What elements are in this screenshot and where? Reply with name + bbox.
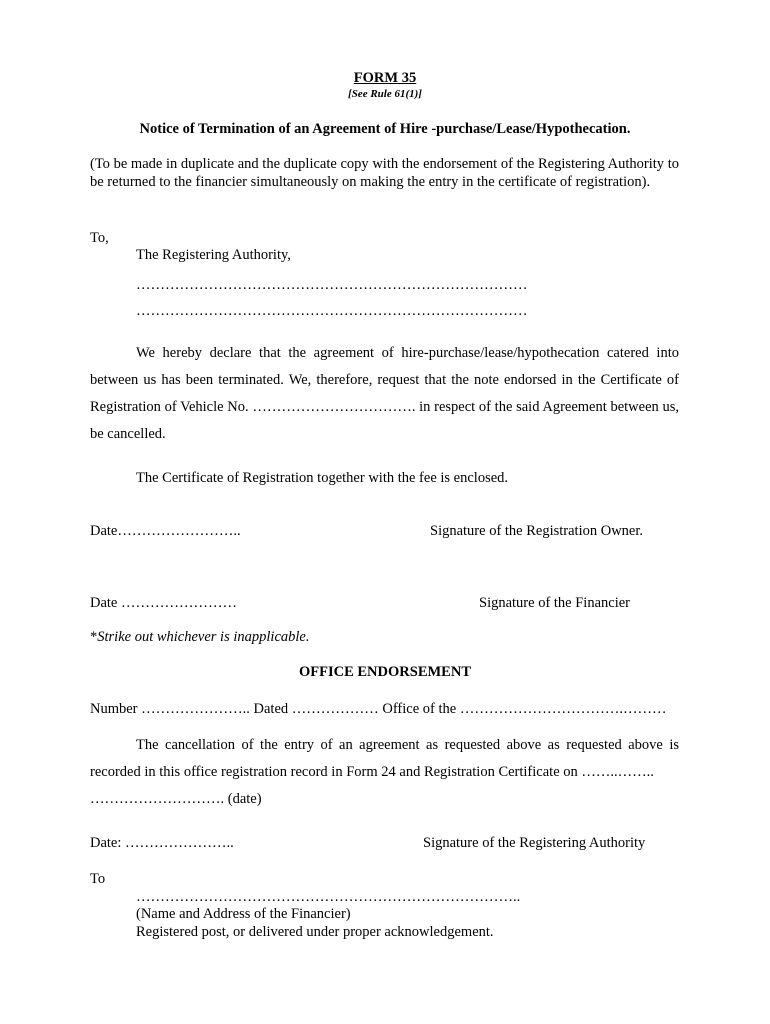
financier-signature-label: Signature of the Financier [479, 595, 630, 611]
instruction-paragraph: (To be made in duplicate and the duplicate copy with the endorsement of the Registering Authority to be returned to the financier simultaneously on making the entry in the certificate of registration). [90, 156, 679, 190]
strike-asterisk: * [90, 629, 98, 645]
authority-date-field: Date: ………………….. [90, 835, 234, 851]
form-title: FORM 35 [353, 70, 417, 86]
rule-reference: [See Rule 61(1)] [348, 88, 422, 100]
address-line-2: ……………………………………………………………………… [136, 303, 528, 319]
endorsement-number-line: Number ………………….. Dated ……………… Office of the …………………………….……… [90, 701, 667, 717]
address-line-1: ……………………………………………………………………… [136, 277, 528, 293]
to-label: To, [90, 230, 109, 246]
cancellation-paragraph: The cancellation of the entry of an agreement as requested above as requested above is recorded in this office registration record in Form 24 and Registration Certificate on ……..…….. [90, 737, 679, 780]
strike-note-text: Strike out whichever is inapplicable. [97, 629, 310, 645]
financier-date-field: Date …………………… [90, 595, 237, 611]
footer-to-label: To [90, 871, 106, 887]
financier-address-line: …………………………………………………………………….. [136, 889, 521, 905]
authority-signature-label: Signature of the Registering Authority [423, 835, 646, 851]
enclosure-statement: The Certificate of Registration together with the fee is enclosed. [136, 470, 509, 486]
owner-signature-label: Signature of the Registration Owner. [430, 523, 644, 539]
notice-heading: Notice of Termination of an Agreement of Hire -purchase/Lease/Hypothecation. [139, 121, 631, 137]
strike-out-note [90, 628, 309, 646]
owner-date-field: Date…………………….. [90, 523, 241, 539]
cancellation-date-line: ………………………. (date) [90, 791, 262, 807]
delivery-note: Registered post, or delivered under proper acknowledgement. [136, 924, 494, 940]
registering-authority: The Registering Authority, [136, 247, 291, 263]
declaration-paragraph: We hereby declare that the agreement of hire-purchase/lease/hypothecation catered into between us has been terminated. We, therefore, request that the note endorsed in the Certificate of Registration of Vehicle No. ……………………………. in respect of the said Agreement between us, be cancelled. [90, 345, 679, 442]
financier-name-address-label: (Name and Address of the Financier) [136, 906, 351, 922]
office-endorsement-heading: OFFICE ENDORSEMENT [298, 664, 471, 680]
